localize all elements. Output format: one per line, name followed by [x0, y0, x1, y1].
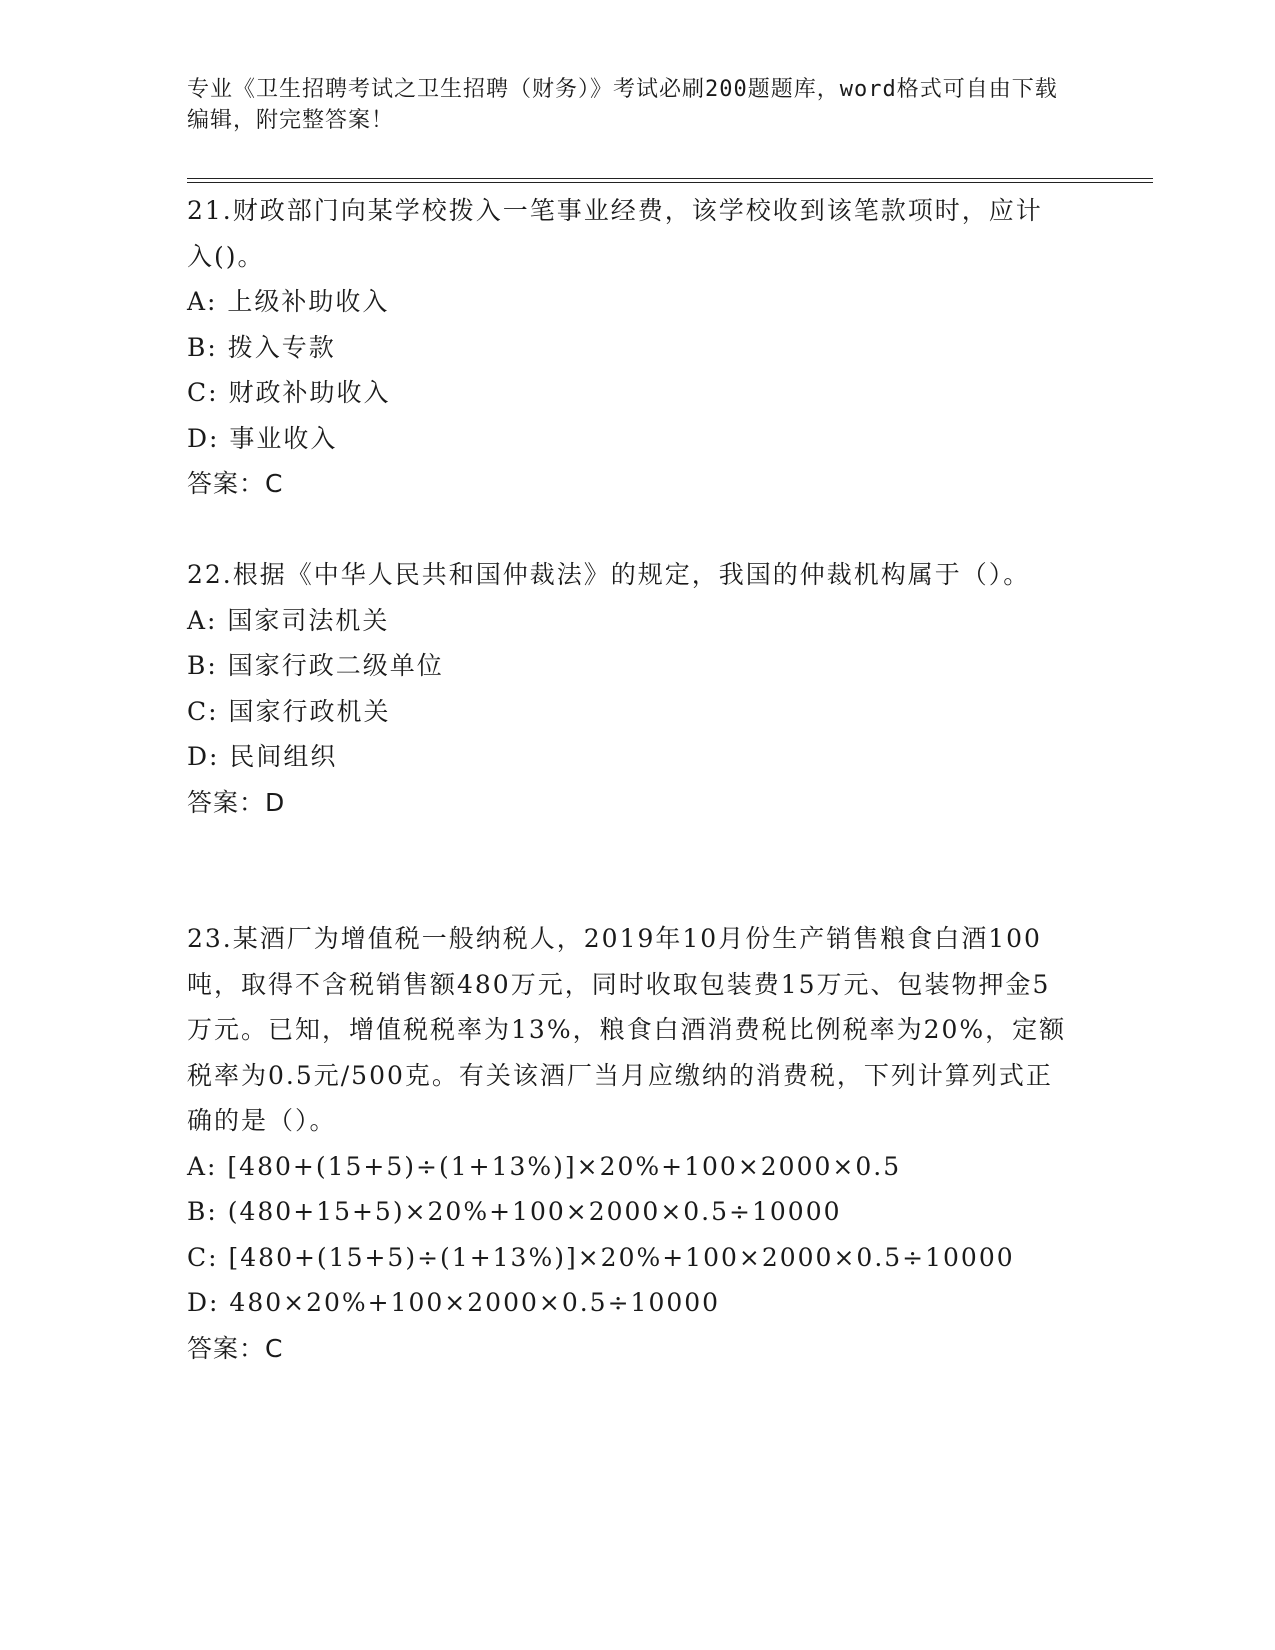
- option-a: A: 上级补助收入: [187, 287, 390, 316]
- option-d: D: 事业收入: [187, 423, 338, 453]
- option-d: D: 480×20%+100×2000×0.5÷10000: [187, 1288, 721, 1317]
- document-header: 专业《卫生招聘考试之卫生招聘（财务）》考试必刷200题题库，word格式可自由下载编辑，附完整答案！: [187, 77, 1058, 133]
- option-c: C: 财政补助收入: [187, 378, 391, 407]
- question-stem: 23.某酒厂为增值税一般纳税人，2019年10月份生产销售粮食白酒100吨，取得不含税销售额480万元，同时收取包装费15万元、包装物押金5万元。已知，增值税税率为13%，粮食白酒消费税比例税率为20%，定额税率为0.5元/500克。有关该酒厂当月应缴纳的消费税，下列计算列式正确的是（）。: [187, 924, 1067, 1135]
- answer-line: 答案：D: [187, 787, 286, 817]
- question-stem: 21.财政部门向某学校拨入一笔事业经费，该学校收到该笔款项时，应计入()。: [187, 196, 1043, 271]
- option-a: A: 国家司法机关: [187, 605, 390, 635]
- answer-line: 答案：C: [187, 469, 284, 498]
- option-b: B: 拨入专款: [187, 332, 336, 362]
- option-a: A: [480+(15+5)÷(1+13%)]×20%+100×2000×0.5: [187, 1151, 902, 1181]
- question-22: [187, 552, 1067, 825]
- question-21: [187, 188, 1067, 507]
- option-b: B: (480+15+5)×20%+100×2000×0.5÷10000: [187, 1197, 842, 1226]
- header-divider-top: [187, 178, 1153, 179]
- option-d: D: 民间组织: [187, 742, 338, 771]
- answer-line: 答案：C: [187, 1333, 284, 1363]
- question-stem: 22.根据《中华人民共和国仲裁法》的规定，我国的仲裁机构属于（）。: [187, 560, 1031, 589]
- option-c: C: 国家行政机关: [187, 696, 391, 726]
- option-c: C: [480+(15+5)÷(1+13%)]×20%+100×2000×0.5÷10000: [187, 1242, 1015, 1272]
- question-23: [187, 916, 1067, 1371]
- header-divider-bottom: [187, 182, 1153, 183]
- option-b: B: 国家行政二级单位: [187, 651, 444, 680]
